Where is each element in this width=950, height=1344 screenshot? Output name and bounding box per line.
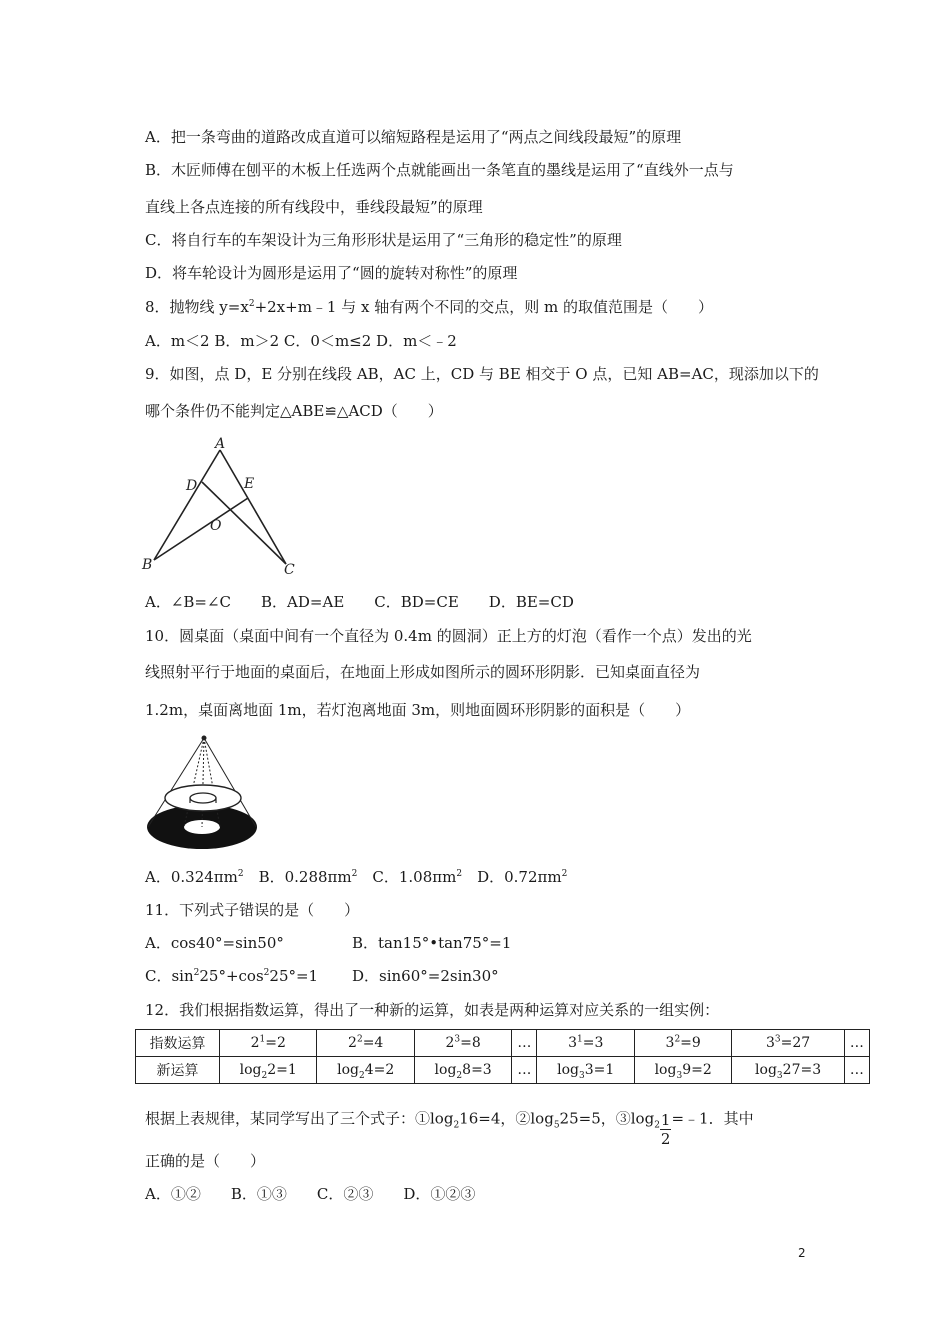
cell-eq: =27 <box>780 1035 811 1051</box>
q12-rule-mid1: 16=4，②log <box>459 1109 554 1128</box>
fraction-numerator: 1 <box>660 1111 671 1129</box>
cell-log-arg: 2=1 <box>267 1062 297 1078</box>
cell-exp: 1 <box>576 1034 583 1045</box>
cell-exp: 2 <box>674 1034 681 1045</box>
q10-option-b: B．0.288πm <box>243 868 352 886</box>
q11-question: 11．下列式子错误的是（ ） <box>145 901 360 919</box>
q10-option-c-sup: 2 <box>456 869 463 879</box>
table-cell <box>317 1057 414 1084</box>
cell-log-arg: 9=2 <box>682 1062 712 1078</box>
cell-log-base: 2 <box>358 1070 365 1081</box>
table-cell: … <box>844 1057 869 1084</box>
cell-log-base: 2 <box>261 1070 268 1081</box>
table-cell <box>634 1030 731 1057</box>
q7-option-b-line1: B．木匠师傅在刨平的木板上任选两个点就能画出一条笔直的墨线是运用了“直线外一点与 <box>145 161 734 179</box>
q12-rule-line <box>145 1101 754 1148</box>
bulb-icon <box>202 736 207 741</box>
cell-exp: 2 <box>356 1034 363 1045</box>
q11-option-c <box>145 966 318 986</box>
q10-option-d-sup: 2 <box>561 869 568 879</box>
q11-c-mid: 25°+cos <box>199 967 264 985</box>
q10-option-d: D．0.72πm <box>462 868 562 886</box>
q9-question-line1: 9．如图，点 D，E 分别在线段 AB，AC 上，CD 与 BE 相交于 O 点，已知 AB=AC，现添加以下的 <box>145 365 819 383</box>
cell-base: 3 <box>568 1035 577 1051</box>
q12-rule-pre: 根据上表规律，某同学写出了三个式子：①log <box>145 1109 454 1128</box>
fraction-denominator: 2 <box>660 1130 671 1148</box>
q10-option-a: A．0.324πm <box>145 868 238 886</box>
q8-text-pre: 8．抛物线 y=x <box>145 298 249 316</box>
cell-base: 3 <box>665 1035 675 1051</box>
q8-text-post: +2x+m﹣1 与 x 轴有两个不同的交点，则 m 的取值范围是（ ） <box>254 298 713 316</box>
cell-log-arg: 3=1 <box>584 1062 615 1078</box>
table-cell <box>220 1030 317 1057</box>
cell-log: log <box>557 1062 579 1078</box>
label-e: E <box>244 476 255 492</box>
q10-question-line2: 线照射平行于地面的桌面后，在地面上形成如图所示的圆环形阴影．已知桌面直径为 <box>145 663 701 681</box>
table-cell <box>414 1057 511 1084</box>
q12-rule-post: =﹣1．其中 <box>671 1109 754 1128</box>
cell-log: log <box>755 1062 777 1078</box>
cell-log-base: 3 <box>676 1070 683 1081</box>
q10-option-a-sup: 2 <box>237 869 244 879</box>
q11-c-sup2: 2 <box>263 968 270 978</box>
segment-ab <box>154 450 220 560</box>
table-cell <box>732 1030 844 1057</box>
label-c: C <box>284 562 295 578</box>
cell-base: 2 <box>445 1035 455 1051</box>
label-b: B <box>142 557 153 573</box>
cell-log-base: 3 <box>776 1070 783 1081</box>
triangle-figure <box>138 432 308 582</box>
table-cell: … <box>512 1030 537 1057</box>
cell-base: 2 <box>348 1035 357 1051</box>
q12-rule-mid2: 25=5，③log <box>559 1109 655 1128</box>
cell-exp: 3 <box>454 1034 461 1045</box>
cell-log-base: 3 <box>579 1070 585 1081</box>
table-cell <box>220 1057 317 1084</box>
q8-options: A．m＜2 B．m＞2 C．0＜m≤2 D．m＜﹣2 <box>145 332 457 350</box>
page-number: 2 <box>798 1246 806 1260</box>
q10-question-line3: 1.2m，桌面离地面 1m，若灯泡离地面 3m，则地面圆环形阴影的面积是（ ） <box>145 701 691 719</box>
table-cell: … <box>512 1057 537 1084</box>
cell-log-arg: 4=2 <box>364 1062 395 1078</box>
q12-options: A．①② B．①③ C．②③ D．①②③ <box>145 1185 476 1203</box>
table-row-new-operation <box>136 1057 870 1084</box>
q11-option-b: B．tan15°•tan75°=1 <box>352 934 512 952</box>
q12-rule-sub1: 2 <box>453 1120 460 1131</box>
q10-option-c: C．1.08πm <box>357 868 457 886</box>
cell-exp: 1 <box>259 1034 266 1045</box>
table-cell <box>414 1030 511 1057</box>
q10-option-b-sup: 2 <box>351 869 358 879</box>
table-cell <box>537 1057 634 1084</box>
table-head-new-operation: 新运算 <box>136 1057 220 1084</box>
cell-log: log <box>434 1062 457 1078</box>
cell-base: 2 <box>250 1035 260 1051</box>
q11-option-d: D．sin60°=2sin30° <box>352 967 499 985</box>
cell-log-base: 2 <box>456 1070 463 1081</box>
q9-options: A．∠B=∠C B．AD=AE C．BD=CE D．BE=CD <box>145 593 574 611</box>
segment-be <box>154 498 248 560</box>
q12-correct-prompt: 正确的是（ ） <box>145 1152 266 1170</box>
q8-question <box>145 297 713 317</box>
table-cell <box>537 1030 634 1057</box>
table-head-exponent: 指数运算 <box>136 1030 220 1057</box>
table-cell: … <box>844 1030 869 1057</box>
cell-log-arg: 27=3 <box>782 1062 822 1078</box>
operations-table <box>135 1029 870 1084</box>
cell-exp: 3 <box>774 1034 781 1045</box>
q7-option-a: A．把一条弯曲的道路改成直道可以缩短路程是运用了“两点之间线段最短”的原理 <box>145 128 682 146</box>
q12-rule-sub2: 5 <box>553 1120 560 1131</box>
cell-eq: =8 <box>460 1035 481 1051</box>
cell-eq: =3 <box>582 1035 604 1051</box>
table-cell <box>317 1030 414 1057</box>
q12-intro: 12．我们根据指数运算，得出了一种新的运算，如表是两种运算对应关系的一组实例： <box>145 1001 720 1019</box>
q10-question-line1: 10．圆桌面（桌面中间有一个直径为 0.4m 的圆洞）正上方的灯泡（看作一个点）发出的光 <box>145 627 752 645</box>
cell-log-arg: 8=3 <box>462 1062 492 1078</box>
fraction-one-half <box>660 1111 672 1148</box>
cell-log: log <box>239 1062 262 1078</box>
cell-log: log <box>337 1062 359 1078</box>
cell-base: 3 <box>765 1035 775 1051</box>
label-o: O <box>210 518 222 534</box>
table-cell <box>634 1057 731 1084</box>
cell-eq: =9 <box>680 1035 701 1051</box>
q7-option-c: C．将自行车的车架设计为三角形形状是运用了“三角形的稳定性”的原理 <box>145 231 622 249</box>
table-row-exponent <box>136 1030 870 1057</box>
tabletop-hole <box>190 793 216 803</box>
q11-option-a: A．cos40°=sin50° <box>145 934 284 952</box>
cell-log: log <box>654 1062 677 1078</box>
q11-c-sup1: 2 <box>193 968 200 978</box>
lamp-shadow-figure <box>142 730 266 855</box>
q12-rule-sub3: 2 <box>654 1120 660 1131</box>
label-d: D <box>186 478 198 494</box>
cell-eq: =4 <box>362 1035 384 1051</box>
q9-question-line2: 哪个条件仍不能判定△ABE≌△ACD（ ） <box>145 402 443 420</box>
q8-exponent: 2 <box>248 299 255 309</box>
q11-c-pre: C．sin <box>145 967 194 985</box>
q7-option-d: D．将车轮设计为圆形是运用了“圆的旋转对称性”的原理 <box>145 264 518 282</box>
table-cell <box>732 1057 844 1084</box>
segment-ac <box>220 450 286 564</box>
q10-options <box>145 867 567 887</box>
label-a: A <box>215 436 226 452</box>
q11-c-post: 25°=1 <box>269 967 319 985</box>
q7-option-b-line2: 直线上各点连接的所有线段中，垂线段最短”的原理 <box>145 198 483 216</box>
cell-eq: =2 <box>265 1035 286 1051</box>
